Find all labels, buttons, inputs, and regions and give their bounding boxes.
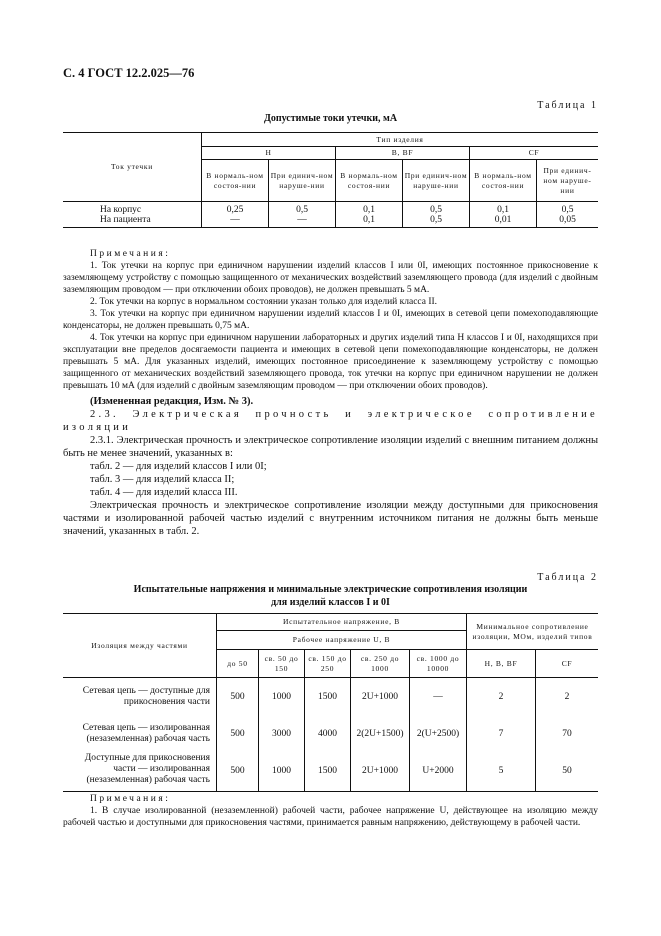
cond-fault: При единич-ном наруше-нии bbox=[403, 160, 470, 202]
edition-note: (Измененная редакция, Изм. № 3). bbox=[90, 396, 254, 407]
cond-normal: В нормаль-ном состоя-нии bbox=[470, 160, 537, 202]
table2-rowhead: Изоляция между частями bbox=[63, 614, 217, 678]
cond-normal: В нормаль-ном состоя-нии bbox=[202, 160, 269, 202]
cell: 2(U+2500) bbox=[410, 716, 467, 752]
table2-title-2: для изделий классов I и 0I bbox=[271, 597, 390, 608]
row-label: Сетевая цепь — доступные для прикосновения части bbox=[63, 678, 217, 716]
cell: 5 bbox=[467, 752, 536, 792]
list-item: табл. 2 — для изделий классов I или 0I; bbox=[90, 461, 267, 472]
table1-group-cf: CF bbox=[470, 147, 599, 160]
cell: U+2000 bbox=[410, 752, 467, 792]
col-head: CF bbox=[536, 650, 599, 678]
cell: 3000 bbox=[259, 716, 305, 752]
notes1 bbox=[63, 248, 598, 538]
cell: 2U+1000 bbox=[351, 678, 410, 716]
table-row bbox=[63, 716, 598, 752]
cell: 2 bbox=[467, 678, 536, 716]
cell: 7 bbox=[467, 716, 536, 752]
cell: 2(2U+1500) bbox=[351, 716, 410, 752]
cell: 50 bbox=[562, 766, 572, 777]
row-label: Сетевая цепь — изолированная (незаземленная) рабочая часть bbox=[63, 716, 217, 752]
table-row bbox=[63, 752, 598, 792]
table-row bbox=[63, 202, 598, 216]
col-head: Н, В, BF bbox=[467, 650, 536, 678]
table2-minhead: Минимальное сопротивление изоляции, МОм, изделий типов bbox=[467, 614, 599, 650]
cell: 500 bbox=[217, 678, 259, 716]
col-head: св. 150 до 250 bbox=[305, 650, 351, 678]
table1-label: Таблица 1 bbox=[537, 100, 598, 111]
table1-typehead: Тип изделия bbox=[202, 133, 599, 147]
cell: — bbox=[410, 678, 467, 716]
col-head: св. 250 до 1000 bbox=[351, 650, 410, 678]
cond-fault: При единич-ном наруше-нии bbox=[269, 160, 336, 202]
cell: 0,1 bbox=[336, 202, 403, 216]
table2-workhead: Рабочее напряжение U, В bbox=[217, 631, 467, 650]
cell: 1000 bbox=[259, 678, 305, 716]
notes2-heading: Примечания: bbox=[90, 794, 171, 804]
cell: 500 bbox=[217, 752, 259, 792]
table-row bbox=[63, 215, 598, 228]
table1-group-h: Н bbox=[202, 147, 336, 160]
notes2 bbox=[63, 793, 598, 829]
cell: — bbox=[269, 215, 336, 228]
paragraph: Электрическая прочность и электрическое сопротивление изоляции между доступными для прикосновения частями и изолированной рабочей частью изделий с внутренним источником питания не должны быть меньше значений, указанных в табл. 2. bbox=[63, 500, 598, 537]
note: 4. Ток утечки на корпус при единичном нарушении лабораторных и других изделий типа Н классов I и 0I, находящихся при эксплуатации вне пределов досягаемости пациента и имеющих в сетевой цепи помехоподавляющие конденсаторы, не должен превышать 5 мА. Для указанных изделий, имеющих постоянное присоединение к заземляющему устройству с помощью защищенного от механических воздействий заземляющего провода, ток утечки на корпус при единичном нарушении не должен превышать 10 мА (для изделий с двойным заземляющим проводом — при отключении обоих проводов). bbox=[63, 333, 598, 391]
list-item: табл. 3 — для изделий класса II; bbox=[90, 474, 235, 485]
cell: 500 bbox=[217, 716, 259, 752]
note: 3. Ток утечки на корпус при единичном нарушении изделий классов I и 0I, имеющих в сетевой цепи помехоподавляющие конденсаторы, не должен превышать 0,75 мА. bbox=[63, 309, 598, 331]
page-header: С. 4 ГОСТ 12.2.025—76 bbox=[63, 66, 195, 80]
cell: 1500 bbox=[305, 678, 351, 716]
table1-rowhead: Ток утечки bbox=[63, 133, 202, 202]
cell: 0,5 bbox=[269, 202, 336, 216]
note: 2. Ток утечки на корпус в нормальном состоянии указан только для изделий класса II. bbox=[90, 297, 438, 307]
cell: 0,05 bbox=[559, 215, 576, 225]
cell: 4000 bbox=[305, 716, 351, 752]
cell: 0,1 bbox=[336, 215, 403, 228]
section-2-3-1: 2.3.1. Электрическая прочность и электрическое сопротивление изоляции изделий с внешним питанием должны быть не менее значений, указанных в: bbox=[63, 435, 598, 459]
cell: 2U+1000 bbox=[351, 752, 410, 792]
cell: 1000 bbox=[259, 752, 305, 792]
table2 bbox=[63, 613, 598, 792]
note: 1. В случае изолированной (незаземленной) рабочей части, рабочее напряжение U, действующее на изоляцию между рабочей частью и доступными для прикосновения частями, принимается равным напряжению, действующему в рабочей части. bbox=[63, 806, 598, 828]
row-label: Доступные для прикосновения части — изолированная (незаземленная) рабочая часть bbox=[63, 752, 217, 792]
cell: — bbox=[202, 215, 269, 228]
cell: 0,5 bbox=[403, 215, 470, 228]
table2-title-1: Испытательные напряжения и минимальные электрические сопротивления изоляции bbox=[133, 584, 528, 595]
table2-label: Таблица 2 bbox=[537, 572, 598, 583]
note: 1. Ток утечки на корпус при единичном нарушении изделий классов I или 0I, имеющих постоянное прикосновение к заземляющему устройству с помощью защищенного от механических воздействий заземляющего провода (для изделий с двойным заземляющим проводом — при отключении обоих проводов), не должен превышать 5 мА. bbox=[63, 261, 598, 295]
table1-group-b: В, BF bbox=[336, 147, 470, 160]
list-item: табл. 4 — для изделий класса III. bbox=[90, 487, 238, 498]
cell: 0,25 bbox=[202, 202, 269, 216]
cell: 0,5 bbox=[561, 205, 574, 215]
col-head: св. 50 до 150 bbox=[259, 650, 305, 678]
cell: 0,1 bbox=[470, 202, 537, 216]
table2-testhead: Испытательное напряжение, В bbox=[217, 614, 467, 631]
section-2-3: 2.3. Электрическая прочность и электрическое сопротивление изоляции bbox=[63, 409, 598, 433]
col-head: до 50 bbox=[217, 650, 259, 678]
col-head: св. 1000 до 10000 bbox=[410, 650, 467, 678]
row-label: На пациента bbox=[63, 215, 202, 228]
notes1-heading: Примечания: bbox=[90, 249, 171, 259]
cell: 70 bbox=[562, 728, 572, 739]
table-row bbox=[63, 678, 598, 716]
row-label: На корпус bbox=[63, 202, 202, 216]
cond-fault: При единич-ном наруше-нии bbox=[537, 160, 599, 202]
table1 bbox=[63, 132, 598, 228]
cell: 2 bbox=[564, 691, 570, 702]
table1-title: Допустимые токи утечки, мА bbox=[263, 113, 398, 124]
cell: 1500 bbox=[305, 752, 351, 792]
cell: 0,5 bbox=[403, 202, 470, 216]
cond-normal: В нормаль-ном состоя-нии bbox=[336, 160, 403, 202]
cell: 0,01 bbox=[470, 215, 537, 228]
